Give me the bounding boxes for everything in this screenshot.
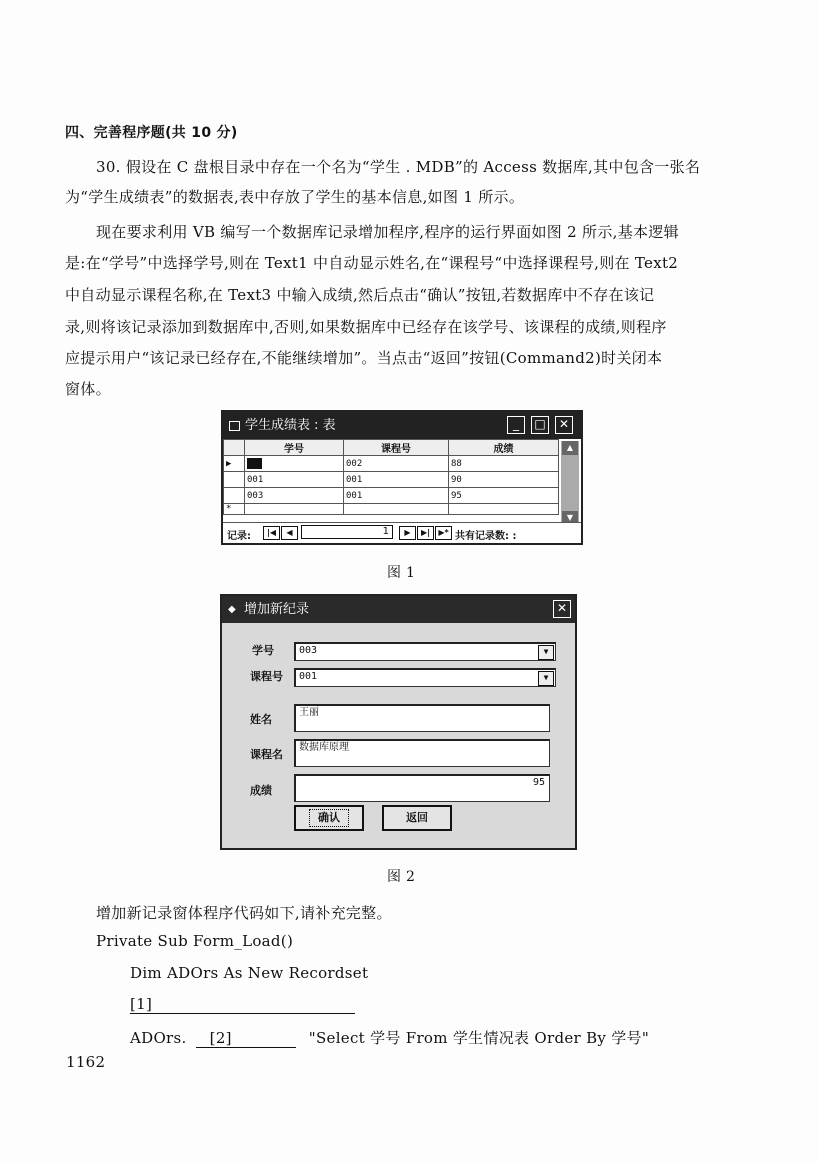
- cell-empty[interactable]: [449, 504, 559, 515]
- student-id-value: 003: [299, 645, 318, 656]
- code-line-4-prefix: ADOrs.: [130, 1029, 187, 1047]
- score-label: 成绩: [250, 784, 272, 797]
- chevron-down-icon[interactable]: ▼: [538, 671, 554, 686]
- question-line-8: 窗体。: [65, 380, 111, 398]
- confirm-button[interactable]: [294, 805, 364, 831]
- section-heading: 四、完善程序题(共 10 分): [65, 125, 238, 141]
- record-selector-arrow-icon: ▶: [224, 456, 245, 472]
- row-selector[interactable]: [224, 488, 245, 504]
- score-textbox[interactable]: 95: [294, 774, 550, 802]
- question-line-3: 现在要求利用 VB 编写一个数据库记录增加程序,程序的运行界面如图 2 所示,基本逻辑: [96, 223, 679, 241]
- cell-score[interactable]: 90: [449, 472, 559, 488]
- add-record-form: [220, 594, 577, 850]
- column-header-student-id[interactable]: 学号: [245, 440, 344, 456]
- student-id-label: 学号: [252, 644, 274, 657]
- code-line-4-suffix: "Select 学号 From 学生情况表 Order By 学号": [308, 1029, 650, 1047]
- student-id-combo[interactable]: [294, 642, 556, 661]
- table-window: [221, 410, 583, 545]
- maximize-button[interactable]: □: [531, 416, 549, 434]
- record-navigator: [223, 522, 581, 543]
- form-title: 增加新纪录: [244, 602, 310, 617]
- cell-score[interactable]: 95: [449, 488, 559, 504]
- table-row[interactable]: [224, 472, 559, 488]
- cell-course-id[interactable]: 001: [344, 472, 449, 488]
- question-line-5: 中自动显示课程名称,在 Text3 中输入成绩,然后点击“确认”按钮,若数据库中不存在该记: [65, 286, 655, 304]
- cell-empty[interactable]: [344, 504, 449, 515]
- scroll-up-icon[interactable]: ▲: [562, 441, 578, 455]
- cell-course-id[interactable]: 001: [344, 488, 449, 504]
- back-button[interactable]: 返回: [382, 805, 452, 831]
- code-line-1: Private Sub Form_Load(): [96, 932, 294, 950]
- column-header-course-id[interactable]: 课程号: [344, 440, 449, 456]
- new-record-icon[interactable]: ▶*: [435, 526, 452, 540]
- page-number: 1162: [66, 1053, 106, 1071]
- row-selector[interactable]: [224, 472, 245, 488]
- new-record-asterisk-icon: *: [224, 504, 245, 515]
- question-line-6: 录,则将该记录添加到数据库中,否则,如果数据库中已经存在该学号、该课程的成绩,则程序: [65, 318, 667, 336]
- new-record-row[interactable]: [224, 504, 559, 515]
- code-line-2: Dim ADOrs As New Recordset: [130, 964, 369, 982]
- scroll-down-icon[interactable]: ▼: [562, 511, 578, 525]
- last-record-icon[interactable]: ▶|: [417, 526, 434, 540]
- name-label: 姓名: [250, 713, 272, 726]
- first-record-icon[interactable]: |◀: [263, 526, 280, 540]
- record-number-field[interactable]: 1: [301, 525, 393, 539]
- next-record-icon[interactable]: ▶: [399, 526, 416, 540]
- row-selector-header: [224, 440, 245, 456]
- record-nav-label: 记录:: [227, 531, 251, 542]
- course-name-label: 课程名: [250, 748, 283, 761]
- form-icon: ◆: [228, 604, 236, 615]
- code-line-4: [130, 1027, 649, 1048]
- previous-record-icon[interactable]: ◀: [281, 526, 298, 540]
- figure-2-caption: 图 2: [387, 869, 416, 885]
- course-id-label: 课程号: [250, 670, 283, 683]
- blank-1: [130, 995, 355, 1014]
- form-titlebar: [222, 596, 575, 623]
- form-close-button[interactable]: ✕: [553, 600, 571, 618]
- blank-2: [2]: [196, 1029, 296, 1048]
- chevron-down-icon[interactable]: ▼: [538, 645, 554, 660]
- cell-student-id[interactable]: [245, 456, 344, 472]
- cell-score[interactable]: 88: [449, 456, 559, 472]
- table-row[interactable]: [224, 488, 559, 504]
- question-line-1: 30. 假设在 C 盘根目录中存在一个名为“学生 . MDB”的 Access 数据库,其中包含一张名: [96, 158, 701, 176]
- data-grid: [223, 439, 559, 515]
- total-records-label: 共有记录数: :: [455, 531, 517, 542]
- vertical-scrollbar[interactable]: [561, 441, 579, 525]
- confirm-button-label: 确认: [309, 809, 349, 827]
- code-intro: 增加新记录窗体程序代码如下,请补充完整。: [96, 904, 392, 922]
- question-line-4: 是:在“学号”中选择学号,则在 Text1 中自动显示姓名,在“课程号“中选择课程号,则在 Text2: [65, 254, 679, 272]
- course-name-textbox[interactable]: 数据库原理: [294, 739, 550, 767]
- table-window-title: 学生成绩表 : 表: [245, 418, 336, 433]
- name-textbox[interactable]: 王丽: [294, 704, 550, 732]
- course-id-combo[interactable]: [294, 668, 556, 687]
- minimize-button[interactable]: _: [507, 416, 525, 434]
- cell-student-id[interactable]: 003: [245, 488, 344, 504]
- column-header-score[interactable]: 成绩: [449, 440, 559, 456]
- table-icon: [229, 421, 240, 431]
- blank-1-label: [1]: [130, 995, 153, 1013]
- question-line-7: 应提示用户“该记录已经存在,不能继续增加”。当点击“返回”按钮(Command2)时关闭本: [65, 349, 663, 367]
- question-line-2: 为“学生成绩表”的数据表,表中存放了学生的基本信息,如图 1 所示。: [65, 188, 525, 206]
- table-window-titlebar: [223, 412, 581, 439]
- cell-student-id[interactable]: 001: [245, 472, 344, 488]
- cell-selection-highlight: [247, 458, 262, 469]
- close-button[interactable]: ✕: [555, 416, 573, 434]
- figure-1-caption: 图 1: [387, 565, 416, 581]
- course-id-value: 001: [299, 671, 318, 682]
- cell-empty[interactable]: [245, 504, 344, 515]
- cell-course-id[interactable]: 002: [344, 456, 449, 472]
- table-row[interactable]: [224, 456, 559, 472]
